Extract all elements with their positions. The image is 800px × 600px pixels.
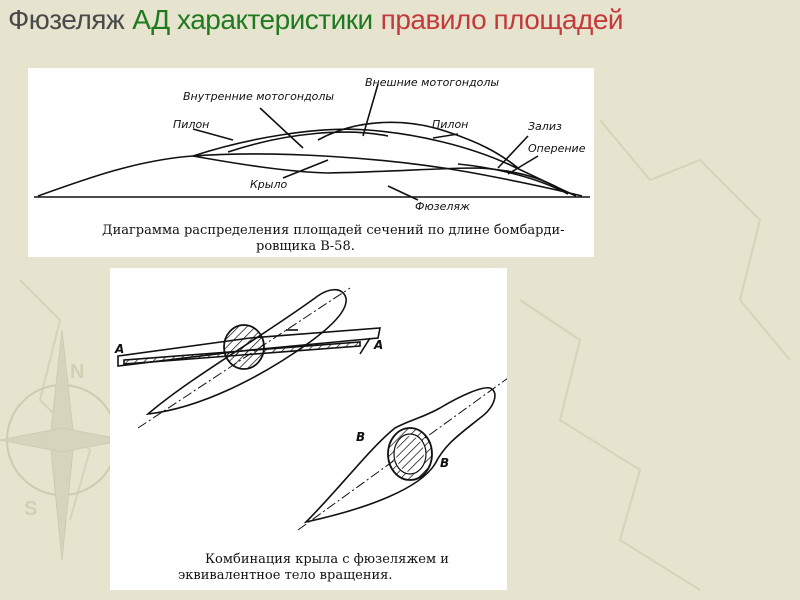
svg-text:S: S [24,498,38,520]
label-pylon-left: Пилон [173,118,210,131]
svg-text:N: N [70,361,85,383]
title-part-area-rule: правило площадей [380,4,624,35]
top-caption-line2: ровщика В-58. [256,239,355,254]
compass-rose-icon [0,330,124,560]
page-title [8,4,631,36]
label-tail: Оперение [528,142,586,155]
label-outer-nacelles: Внешние мотогондолы [365,76,500,89]
label-fuselage: Фюзеляж [415,200,470,213]
wing-body-figure [110,268,507,590]
wing-body-diagram [110,268,507,590]
bottom-caption-line1: Комбинация крыла с фюзеляжем и [205,552,449,567]
label-b-right: В [440,456,450,470]
top-caption-line1: Диаграмма распределения площадей сечений по длине бомбарди- [102,223,565,238]
area-distribution-figure [28,68,594,257]
label-pylon-right: Пилон [432,118,469,131]
bottom-caption-line2: эквивалентное тело вращения. [178,568,393,583]
label-b-left: В [356,430,366,444]
label-wing: Крыло [250,178,288,191]
label-fillet: Зализ [528,120,562,133]
title-part-fuselage: Фюзеляж [8,4,125,35]
title-part-aero: АД характеристики [132,4,373,35]
label-a-right: А [374,338,384,352]
label-inner-nacelles: Внутренние мотогондолы [183,90,335,103]
label-a-left: А [115,342,125,356]
